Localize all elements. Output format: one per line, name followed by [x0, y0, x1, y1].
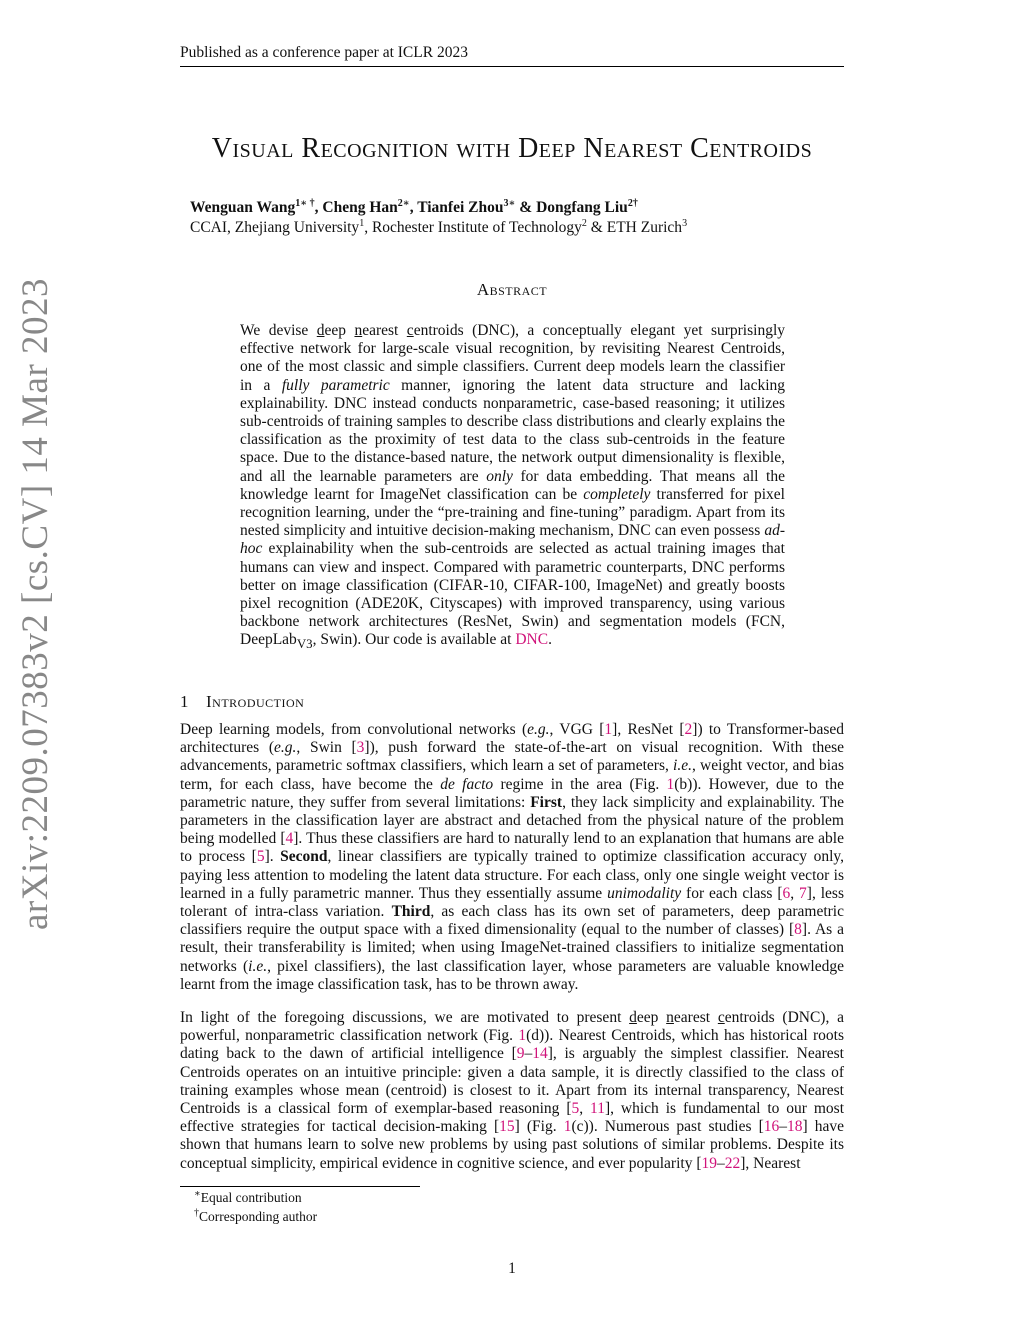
emphasis: only: [486, 467, 513, 485]
bold-text: Third: [391, 903, 431, 921]
paper-title: Visual Recognition with Deep Nearest Centroids: [211, 133, 813, 164]
text: (d)). Nearest Centroids, which has historical roots dating back to the dawn of artificial intelligence [: [180, 1027, 845, 1063]
header-rule: [180, 66, 844, 67]
text: n: [666, 1009, 674, 1026]
section-heading: [180, 692, 304, 712]
author-name: & Dongfang Liu: [519, 199, 628, 216]
figure-link[interactable]: 1: [666, 775, 675, 793]
citation-link[interactable]: 11: [590, 1100, 605, 1118]
citation-link[interactable]: 18: [787, 1118, 803, 1136]
text: , linear classifiers are typically trained to optimize classification accuracy only, paying less attention to modeling the latent data structure. For each class, only one single weight vector is learned in a fully parametric manner. Thus they essentially assume: [180, 848, 844, 902]
footnote-text: Equal contribution: [200, 1190, 302, 1205]
text: ], Nearest: [740, 1154, 801, 1172]
footnote-mark: †: [194, 1207, 199, 1219]
bold-text: First: [530, 793, 563, 811]
citation-link[interactable]: 14: [532, 1045, 548, 1063]
citation-link[interactable]: 7: [799, 884, 807, 902]
text: Deep learning models, from convolutional networks (: [180, 721, 528, 738]
footnote-equal-contribution: [194, 1190, 302, 1206]
citation-link[interactable]: 22: [724, 1154, 741, 1172]
text: –: [779, 1118, 788, 1136]
citation-link[interactable]: 19: [701, 1154, 717, 1172]
bold-text: Second: [280, 848, 328, 866]
citation-link[interactable]: 1: [604, 721, 613, 738]
text: (b)). However, due to the parametric nature, they suffer from several limitations:: [180, 775, 844, 811]
subscript: V3: [296, 636, 313, 652]
author-name: Wenguan Wang: [190, 199, 296, 216]
text: entroids (DNC), a conceptually elegant yet surprisingly effective network for large-scale visual recognition, by revisiting Nearest Centroids, one of the most classic and simple classifiers. Current deep models learn the classifier in a: [240, 322, 786, 394]
footnote-text: Corresponding author: [199, 1209, 318, 1224]
text: ], is arguably the simplest classifier. Nearest Centroids operates on an intuitive principle: given a data sample, it is directly classified to the class of training examples whose mean (centroid) is closest to it. Apart from its internal transparency, Nearest Centroids is a classical form of exemplar-based reasoning [: [180, 1045, 844, 1118]
citation-link[interactable]: 2: [684, 721, 693, 738]
text: , Swin [: [296, 739, 357, 757]
author-mark: 2†: [627, 197, 638, 209]
affiliation-mark: 3: [682, 217, 688, 229]
intro-paragraph-1: [180, 721, 844, 994]
text: –: [524, 1045, 533, 1063]
text: , VGG [: [549, 721, 605, 738]
text: .: [548, 631, 552, 649]
text: entroids (DNC), a powerful, nonparametric classification network (Fig.: [180, 1009, 844, 1045]
emphasis: ad-hoc: [240, 522, 785, 558]
text: In light of the foregoing discussions, we are motivated to present: [180, 1009, 630, 1026]
affiliations: [190, 218, 687, 238]
text: manner, ignoring the latent data structure and lacking explainability. DNC instead conducts nonparametric, case-based reasoning; it utilizes sub-centroids of training samples to describe class distributions and clearly explains the classification as the proximity of test data to the class sub-centroids in the feature space. Due to the distance-based nature, the network output dimensionality is flexible, and all the learnable parameters are: [240, 376, 786, 485]
text: ]. As a result, their transferability is limited; when using ImageNet-trained classifiers to initialize segmentation networks (: [180, 921, 844, 975]
affiliation-text: CCAI, Zhejiang University: [190, 219, 360, 236]
citation-link[interactable]: 3: [356, 739, 365, 757]
text: explainability when the sub-centroids are selected as actual training images that humans can view and inspect. Compared with parametric counterparts, DNC performs better on image classification (CIFAR-10, CIFAR-100, ImageNet) and greatly boosts pixel recognition (ADE20K, Cityscapes) with improved transparency, using various backbone network architectures (ResNet, Swin) and segmentation models (FCN, DeepLab: [240, 540, 785, 649]
text: eep: [636, 1009, 667, 1026]
affiliation-text: , Rochester Institute of Technology: [364, 219, 582, 236]
author-list: [190, 198, 638, 218]
page-number: 1: [508, 1260, 516, 1277]
text: ], which is fundamental to our most effective strategies for tactical decision-making [: [180, 1100, 845, 1136]
affiliation-mark: 1: [359, 217, 365, 229]
text: ]), push forward the state-of-the-art on visual recognition. With these advancements, parametric softmax classifiers, which learn a set of parameters,: [180, 739, 844, 775]
text: , weight vector, and bias term, for each class, have become the: [180, 757, 844, 793]
author-mark: 1∗ †: [295, 197, 315, 209]
figure-link[interactable]: 1: [518, 1027, 527, 1045]
text: ,: [579, 1100, 591, 1118]
text: earest: [362, 322, 407, 339]
text: c: [717, 1009, 725, 1026]
text: n: [354, 322, 363, 339]
text: , as each class has its own set of parameters, deep parametric classifiers require the output space with a fixed dimensionality (equal to the number of classes) [: [180, 903, 844, 939]
text: ].: [264, 848, 281, 866]
text: –: [717, 1154, 725, 1172]
author-mark: 2∗: [397, 197, 410, 209]
text: ] have shown that humans learn to solve new problems by using past solutions of similar problems. Despite its conceptual simplicity, empirical evidence in cognitive science, and ever popularity [: [180, 1118, 845, 1172]
citation-link[interactable]: 16: [763, 1118, 780, 1136]
emphasis: e.g.: [274, 739, 297, 757]
text: ], less tolerant of intra-class variation.: [180, 884, 844, 921]
footnote-corresponding-author: [194, 1209, 317, 1225]
section-number: 1: [180, 692, 189, 711]
emphasis: fully parametric: [281, 376, 390, 394]
text: , they lack simplicity and explainability. The parameters in the classification layer are abstract and detached from the physical nature of the problem being modelled [: [180, 793, 844, 848]
text: ,: [790, 884, 800, 902]
citation-link[interactable]: 5: [571, 1100, 580, 1118]
section-title: Introduction: [206, 692, 305, 711]
citation-link[interactable]: 6: [782, 884, 791, 902]
citation-link[interactable]: 9: [516, 1045, 525, 1063]
text: c: [406, 322, 414, 339]
footnote-rule: [180, 1186, 420, 1187]
emphasis: unimodality: [607, 884, 682, 902]
affiliation-mark: 2: [581, 217, 587, 229]
abstract-body: [240, 322, 785, 654]
running-header: Published as a conference paper at ICLR 2023: [180, 44, 468, 61]
text: (c)). Numerous past studies [: [571, 1118, 764, 1136]
footnote-mark: ∗: [194, 1188, 201, 1200]
affiliation-text: & ETH Zurich: [586, 219, 683, 236]
text: regime in the area (Fig.: [493, 775, 667, 793]
text: ], ResNet [: [612, 721, 685, 738]
author-name: , Tianfei Zhou: [409, 199, 504, 216]
text: ] (Fig.: [514, 1118, 564, 1136]
citation-link[interactable]: 8: [794, 921, 802, 939]
abstract-heading: Abstract: [476, 280, 548, 299]
text: transferred for pixel recognition learning, under the “pre-training and fine-tuning” paradigm. Apart from its nested simplicity and intuitive decision-making mechanism, DNC can even possess: [240, 485, 785, 540]
citation-link[interactable]: 15: [499, 1118, 515, 1136]
emphasis: e.g.: [527, 721, 550, 738]
text: , pixel classifiers), the last classification layer, whose parameters are valuable knowledge learnt from the image classification task, has to be thrown away.: [180, 957, 844, 993]
text: ]) to Transformer-based architectures (: [180, 721, 844, 757]
text: , Swin). Our code is available at: [312, 631, 516, 649]
citation-link[interactable]: 5: [256, 848, 265, 866]
emphasis: de facto: [440, 775, 494, 793]
text: d: [629, 1009, 637, 1026]
text: We devise: [240, 322, 317, 339]
text: ]. Thus these classifiers are hard to naturally lend to an explanation that humans are able to process [: [180, 830, 844, 866]
author-name: , Cheng Han: [314, 199, 398, 216]
text: for each class [: [681, 884, 783, 902]
emphasis: completely: [583, 485, 651, 503]
text: d: [316, 322, 325, 339]
emphasis: i.e.: [248, 957, 268, 975]
text: for data embedding. That means all the knowledge learnt for ImageNet classification can be: [240, 467, 785, 503]
emphasis: i.e.: [673, 757, 692, 775]
citation-link[interactable]: 4: [285, 830, 294, 848]
arxiv-identifier: arXiv:2209.07383v2 [cs.CV] 14 Mar 2023: [15, 277, 56, 930]
intro-paragraph-2: [180, 1009, 844, 1173]
figure-link[interactable]: 1: [563, 1118, 572, 1136]
code-link[interactable]: DNC: [515, 631, 549, 649]
text: earest: [673, 1009, 718, 1026]
author-mark: 3∗: [503, 197, 516, 209]
text: eep: [324, 322, 355, 339]
